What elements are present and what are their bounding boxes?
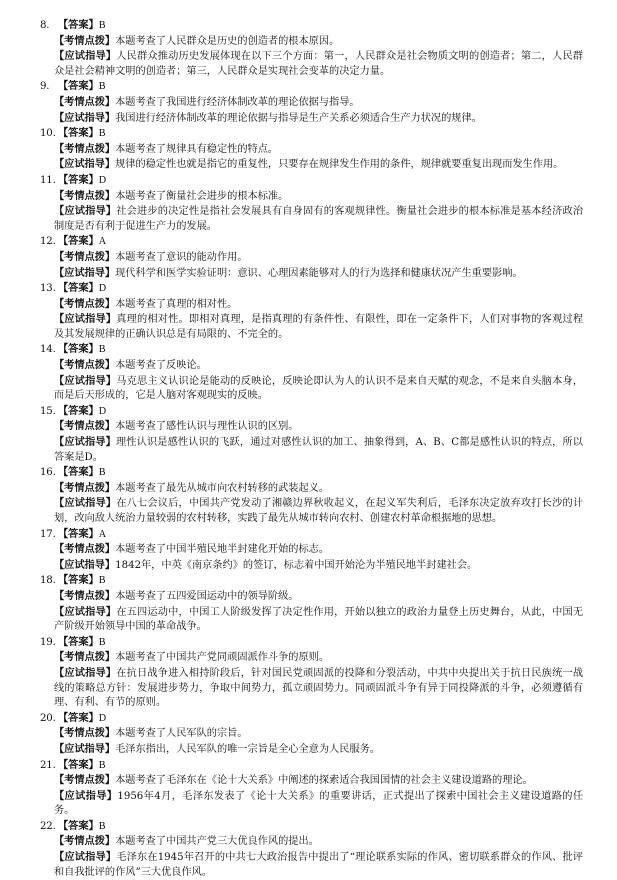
point-line [40, 589, 583, 605]
answer-value: B [98, 575, 106, 587]
point-line [40, 481, 583, 497]
point-line [40, 34, 583, 50]
point-label: 【考情点拨】 [54, 589, 116, 602]
question-block [40, 79, 583, 126]
point-text: 本题考查了五四爱国运动中的领导阶级。 [115, 590, 299, 602]
point-label: 【考情点拨】 [54, 651, 116, 664]
answer-value: B [98, 128, 106, 140]
guide-text: 毛泽东在1945年召开的中共七大政治报告中提出了“理论联系实际的作风、密切联系群众的作风、批评和自我批评的作风”三大优良作风。 [54, 852, 583, 878]
guide-line [40, 204, 583, 234]
point-line [40, 542, 583, 558]
guide-line [40, 742, 583, 758]
point-line [40, 726, 583, 742]
guide-line [40, 605, 583, 635]
guide-line [40, 558, 583, 574]
answer-line [40, 234, 583, 250]
guide-label: 【应试指导】 [54, 789, 118, 802]
answer-value: B [98, 81, 106, 93]
question-block [40, 573, 583, 634]
answer-label: 【答案】 [58, 19, 99, 31]
guide-label: 【应试指导】 [54, 605, 117, 618]
question-number: 15. [40, 405, 56, 417]
question-number: 12. [40, 236, 56, 248]
guide-line [40, 496, 583, 526]
point-line [40, 142, 583, 158]
guide-line [40, 111, 583, 127]
question-block [40, 711, 583, 758]
point-text: 本题考查了中国共产党同顽固派作斗争的原则。 [115, 652, 330, 664]
point-label: 【考情点拨】 [54, 34, 116, 47]
point-label: 【考情点拨】 [54, 543, 116, 556]
point-label: 【考情点拨】 [54, 727, 116, 740]
guide-text: 人民群众推动历史发展体现在以下三个方面：第一，人民群众是社会物质文明的创造者；第二，人民群众是社会精神文明的创造者；第三，人民群众是实现社会变革的决定力量。 [54, 51, 584, 77]
point-label: 【考情点拨】 [54, 95, 116, 108]
point-line [40, 773, 583, 789]
answer-line [40, 126, 583, 142]
point-text: 本题考查了我国进行经济体制改革的理论依据与指导。 [115, 96, 360, 108]
answer-value: A [98, 236, 107, 248]
answer-line [40, 18, 583, 34]
point-text: 本题考查了意识的能动作用。 [115, 251, 248, 263]
guide-label: 【应试指导】 [54, 266, 116, 279]
answer-value: B [98, 467, 106, 479]
guide-line [40, 435, 583, 465]
point-text: 本题考查了中国半殖民地半封建化开始的标志。 [115, 544, 330, 556]
answer-label: 【答案】 [58, 343, 99, 356]
answer-value: D [98, 712, 107, 724]
question-number: 20. [40, 712, 56, 724]
guide-text: 马克思主义认识论是能动的反映论，反映论即认为人的认识不是来自天赋的观念，不是来自头脑本身，而是后天形成的，它是人脑对客观现实的反映。 [54, 375, 584, 402]
question-block [40, 342, 583, 403]
answer-value: D [98, 283, 107, 295]
point-label: 【考情点拨】 [54, 835, 116, 848]
guide-line [40, 157, 583, 173]
answer-line [40, 635, 583, 651]
answer-value: D [98, 174, 107, 186]
guide-text: 现代科学和医学实验证明：意识、心理因素能够对人的行为选择和健康状况产生重要影响。 [115, 267, 523, 279]
answer-line [40, 465, 583, 481]
answer-value: B [98, 636, 106, 648]
guide-line [40, 666, 583, 711]
answer-value: A [98, 528, 107, 540]
question-number: 17. [40, 528, 56, 540]
answer-label: 【答案】 [58, 635, 99, 648]
answer-line [40, 281, 583, 297]
answer-label: 【答案】 [58, 127, 99, 140]
answer-label: 【答案】 [58, 282, 99, 295]
answer-label: 【答案】 [58, 527, 99, 540]
question-number: 13. [40, 283, 56, 295]
guide-text: 我国进行经济体制改革的理论依据与指导是生产关系必须适合生产力状况的规律。 [115, 112, 482, 124]
guide-text: 在抗日战争进入相持阶段后，针对国民党顽固派的投降和分裂活动，中共中央提出关于抗日民族统一战线的策略总方针：发展进步势力，争取中间势力，孤立顽固势力。同顽固派斗争有异于同投降派的斗争，必须遵循有理、有利、有节的原则。 [54, 667, 584, 709]
guide-line [40, 266, 583, 282]
guide-text: 1842年，中英《南京条约》的签订，标志着中国开始沦为半殖民地半封建社会。 [115, 559, 478, 571]
answer-value: B [98, 344, 106, 356]
point-label: 【考情点拨】 [54, 250, 116, 263]
question-block [40, 758, 583, 819]
point-line [40, 189, 583, 205]
point-label: 【考情点拨】 [54, 481, 116, 494]
question-number: 9. [40, 81, 50, 93]
question-number: 8. [40, 20, 50, 31]
question-number: 16. [40, 467, 56, 479]
guide-label: 【应试指导】 [54, 436, 116, 449]
point-label: 【考情点拨】 [54, 420, 116, 433]
point-text: 本题考查了中国共产党三大优良作风的提出。 [115, 836, 319, 848]
answer-value: B [98, 759, 106, 771]
answer-line [40, 527, 583, 543]
answer-label: 【答案】 [58, 173, 99, 186]
guide-label: 【应试指导】 [54, 851, 117, 864]
question-block [40, 173, 583, 234]
point-text: 本题考查了真理的相对性。 [115, 298, 238, 310]
guide-text: 社会进步的决定性是指社会发展具有自身固有的客观规律性。衡量社会进步的根本标准是基本经济政治制度是否有利于促进生产力的发展。 [54, 206, 584, 232]
guide-line [40, 374, 583, 404]
question-block [40, 126, 583, 173]
answer-line [40, 404, 583, 420]
question-number: 10. [40, 128, 56, 140]
guide-label: 【应试指导】 [54, 111, 116, 124]
point-line [40, 250, 583, 266]
point-label: 【考情点拨】 [54, 297, 116, 310]
question-block [40, 18, 583, 79]
guide-text: 1956年4月，毛泽东发表了《论十大关系》的重要讲话，正式提出了探索中国社会主义建设道路的任务。 [54, 790, 584, 817]
point-line [40, 419, 583, 435]
guide-label: 【应试指导】 [54, 158, 116, 171]
point-label: 【考情点拨】 [54, 774, 116, 787]
question-block [40, 819, 583, 880]
guide-line [40, 49, 583, 79]
guide-label: 【应试指导】 [54, 497, 117, 510]
point-text: 本题考查了反映论。 [115, 360, 207, 372]
answer-line [40, 79, 583, 95]
question-number: 19. [40, 636, 56, 648]
answer-label: 【答案】 [58, 466, 99, 479]
point-text: 本题考查了感性认识与理性认识的区别。 [115, 421, 299, 433]
question-number: 22. [40, 820, 56, 832]
point-text: 本题考查了毛泽东在《论十大关系》中阐述的探索适合我国国情的社会主义建设道路的理论。 [115, 775, 533, 787]
answer-value: D [98, 405, 107, 417]
answer-label: 【答案】 [58, 711, 99, 724]
question-block [40, 465, 583, 526]
answer-line [40, 758, 583, 774]
point-text: 本题考查了最先从城市向农村转移的武装起义。 [115, 482, 330, 494]
point-text: 本题考查了人民群众是历史的创造者的根本原因。 [115, 35, 340, 47]
answer-label: 【答案】 [58, 80, 99, 93]
answer-label: 【答案】 [58, 819, 99, 832]
point-label: 【考情点拨】 [54, 142, 116, 155]
answer-label: 【答案】 [58, 235, 99, 248]
question-block [40, 404, 583, 465]
guide-label: 【应试指导】 [54, 558, 116, 571]
question-number: 18. [40, 575, 56, 587]
guide-line [40, 312, 583, 342]
guide-text: 真理的相对性。即相对真理，是指真理的有条件性、有限性，即在一定条件下，人们对事物的客观过程及其发展规律的正确认识总是有局限的、不完全的。 [54, 314, 584, 340]
question-number: 21. [40, 759, 56, 771]
answer-line [40, 342, 583, 358]
answer-label: 【答案】 [58, 404, 99, 417]
answer-line [40, 711, 583, 727]
point-line [40, 834, 583, 850]
guide-text: 规律的稳定性也就是指它的重复性，只要存在规律发生作用的条件，规律就要重复出现而发生作用。 [115, 159, 564, 171]
question-block [40, 281, 583, 342]
point-label: 【考情点拨】 [54, 189, 116, 202]
guide-line [40, 789, 583, 819]
point-text: 本题考查了衡量社会进步的根本标准。 [115, 190, 289, 202]
answer-line [40, 819, 583, 835]
question-block [40, 527, 583, 574]
answer-line [40, 573, 583, 589]
point-text: 本题考查了规律具有稳定性的特点。 [115, 143, 279, 155]
guide-text: 在八七会议后，中国共产党发动了湘赣边界秋收起义，在起义军失利后，毛泽东决定放弃攻打长沙的计划，改向敌人统治力量较弱的农村转移，实践了最先从城市转向农村、创建农村革命根据地的思想。 [54, 498, 584, 524]
guide-label: 【应试指导】 [54, 666, 117, 679]
guide-text: 理性认识是感性认识的飞跃，通过对感性认识的加工、抽象得到，A、B、C都是感性认识的特点，所以答案是D。 [54, 437, 583, 463]
guide-label: 【应试指导】 [54, 313, 117, 326]
question-number: 14. [40, 344, 56, 356]
guide-label: 【应试指导】 [54, 205, 117, 218]
point-line [40, 358, 583, 374]
guide-label: 【应试指导】 [54, 50, 117, 63]
question-block [40, 234, 583, 281]
question-number: 11. [40, 174, 56, 186]
answer-line [40, 173, 583, 189]
guide-label: 【应试指导】 [54, 374, 117, 387]
point-line [40, 297, 583, 313]
point-line [40, 95, 583, 111]
guide-label: 【应试指导】 [54, 742, 116, 755]
answer-value: B [98, 20, 106, 31]
question-block [40, 635, 583, 711]
guide-line [40, 850, 583, 880]
point-line [40, 650, 583, 666]
guide-text: 毛泽东指出，人民军队的唯一宗旨是全心全意为人民服务。 [115, 743, 380, 755]
point-label: 【考情点拨】 [54, 359, 116, 372]
guide-text: 在五四运动中，中国工人阶级发挥了决定性作用，开始以独立的政治力量登上历史舞台，从此，中国无产阶级开始领导中国的革命战争。 [54, 606, 584, 633]
point-text: 本题考查了人民军队的宗旨。 [115, 728, 248, 740]
answer-value: B [98, 820, 106, 832]
answer-label: 【答案】 [58, 574, 99, 587]
answer-label: 【答案】 [58, 758, 99, 771]
